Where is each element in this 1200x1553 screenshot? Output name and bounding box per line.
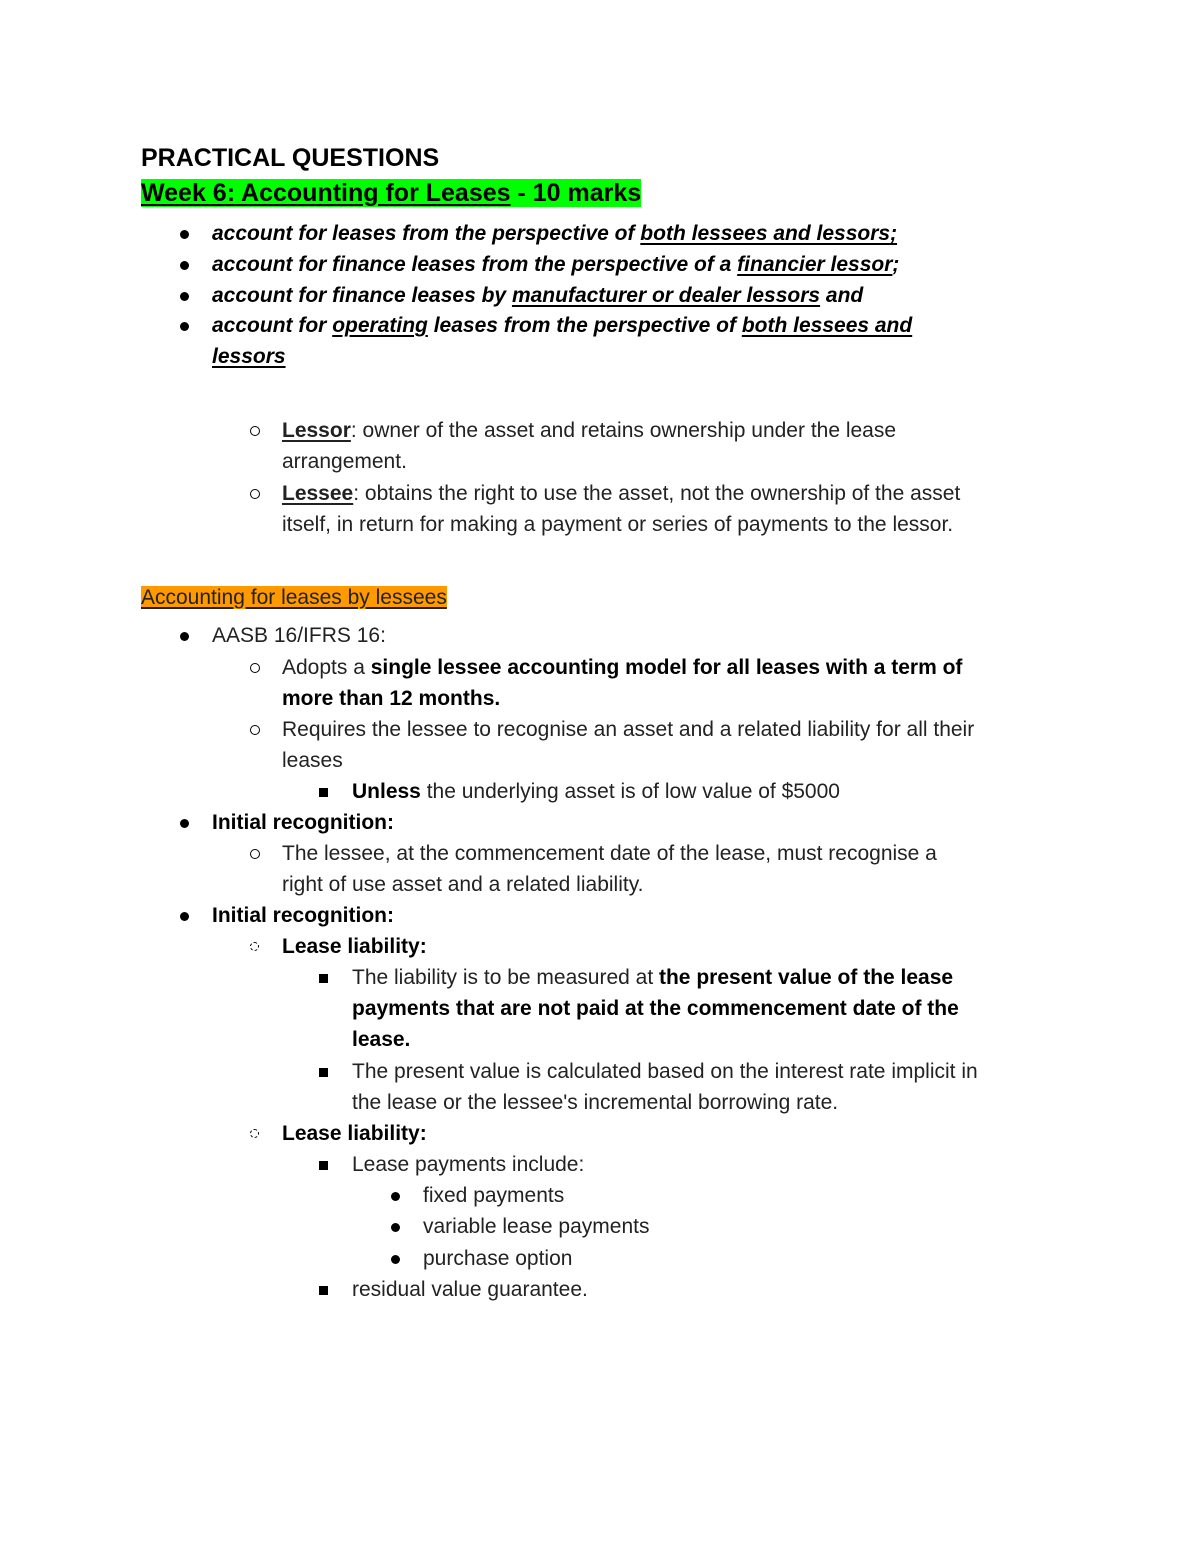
list-item-payment: fixed payments xyxy=(423,1180,564,1211)
list-item-payment: purchase option xyxy=(423,1243,572,1274)
bullet-dot-icon xyxy=(391,1223,400,1232)
list-item-payment: variable lease payments xyxy=(423,1211,649,1242)
bullet-dot-icon xyxy=(180,261,189,270)
list-item-measured: The liability is to be measured at the present value of the lease xyxy=(352,962,953,993)
list-item-unless: Unless the underlying asset is of low value of $5000 xyxy=(352,776,840,807)
bullet-dot-icon xyxy=(180,632,189,641)
definition-lessor-continuation: arrangement. xyxy=(282,450,407,473)
list-item-adopts: Adopts a single lessee accounting model for all leases with a term of xyxy=(282,652,962,683)
bullet-ring-icon xyxy=(250,725,260,735)
bullet-square-icon xyxy=(319,788,328,797)
list-item-lease-liability: Lease liability: xyxy=(282,1118,427,1149)
list-item-initial-recognition: Initial recognition: xyxy=(212,807,394,838)
week-marks: - 10 marks xyxy=(510,179,642,207)
list-item-lessee-recognises: The lessee, at the commencement date of the lease, must recognise a xyxy=(282,838,937,869)
bullet-ring-icon xyxy=(250,1129,259,1138)
definition-lessee-continuation: itself, in return for making a payment or series of payments to the lessor. xyxy=(282,513,954,536)
objective-item-continuation: lessors xyxy=(212,345,286,368)
list-item-requires: Requires the lessee to recognise an asset and a related liability for all their xyxy=(282,714,974,745)
bullet-dot-icon xyxy=(180,912,189,921)
definition-lessee: Lessee: obtains the right to use the asset, not the ownership of the asset xyxy=(282,478,960,509)
list-item-present-value-continuation: the lease or the lessee's incremental borrowing rate. xyxy=(352,1091,839,1114)
bullet-square-icon xyxy=(319,1286,328,1295)
week-heading xyxy=(141,178,641,208)
bullet-dot-icon xyxy=(180,322,189,331)
bullet-dot-icon xyxy=(180,819,189,828)
list-item-payments-include: Lease payments include: xyxy=(352,1149,584,1180)
list-item-residual: residual value guarantee. xyxy=(352,1274,588,1305)
list-item-requires-continuation: leases xyxy=(282,749,343,772)
list-item-aasb: AASB 16/IFRS 16: xyxy=(212,620,386,651)
definition-lessor: Lessor: owner of the asset and retains ownership under the lease xyxy=(282,415,896,446)
list-item-lease-liability: Lease liability: xyxy=(282,931,427,962)
list-item-adopts-continuation: more than 12 months. xyxy=(282,687,501,710)
bullet-dot-icon xyxy=(180,230,189,239)
section-heading: Accounting for leases by lessees xyxy=(141,586,447,609)
bullet-ring-icon xyxy=(250,663,260,673)
list-item-measured-continuation: lease. xyxy=(352,1028,411,1051)
objective-item: account for finance leases from the perspective of a financier lessor; xyxy=(212,249,899,280)
objective-item: account for finance leases by manufacturer or dealer lessors and xyxy=(212,280,863,311)
objective-item: account for operating leases from the perspective of both lessees and xyxy=(212,310,912,341)
bullet-dot-icon xyxy=(391,1255,400,1264)
bullet-square-icon xyxy=(319,1068,328,1077)
bullet-square-icon xyxy=(319,1161,328,1170)
bullet-ring-icon xyxy=(250,942,259,951)
bullet-ring-icon xyxy=(250,849,260,859)
list-item-measured-continuation: payments that are not paid at the commencement date of the xyxy=(352,997,959,1020)
list-item-initial-recognition: Initial recognition: xyxy=(212,900,394,931)
bullet-dot-icon xyxy=(180,292,189,301)
bullet-dot-icon xyxy=(391,1192,400,1201)
week-topic: Week 6: Accounting for Leases xyxy=(141,179,511,207)
list-item-lessee-recognises-continuation: right of use asset and a related liability. xyxy=(282,873,644,896)
bullet-ring-icon xyxy=(250,426,260,436)
page-title: PRACTICAL QUESTIONS xyxy=(141,144,440,172)
bullet-ring-icon xyxy=(250,489,260,499)
objective-item: account for leases from the perspective of both lessees and lessors; xyxy=(212,218,897,249)
list-item-present-value: The present value is calculated based on the interest rate implicit in xyxy=(352,1056,978,1087)
bullet-square-icon xyxy=(319,974,328,983)
